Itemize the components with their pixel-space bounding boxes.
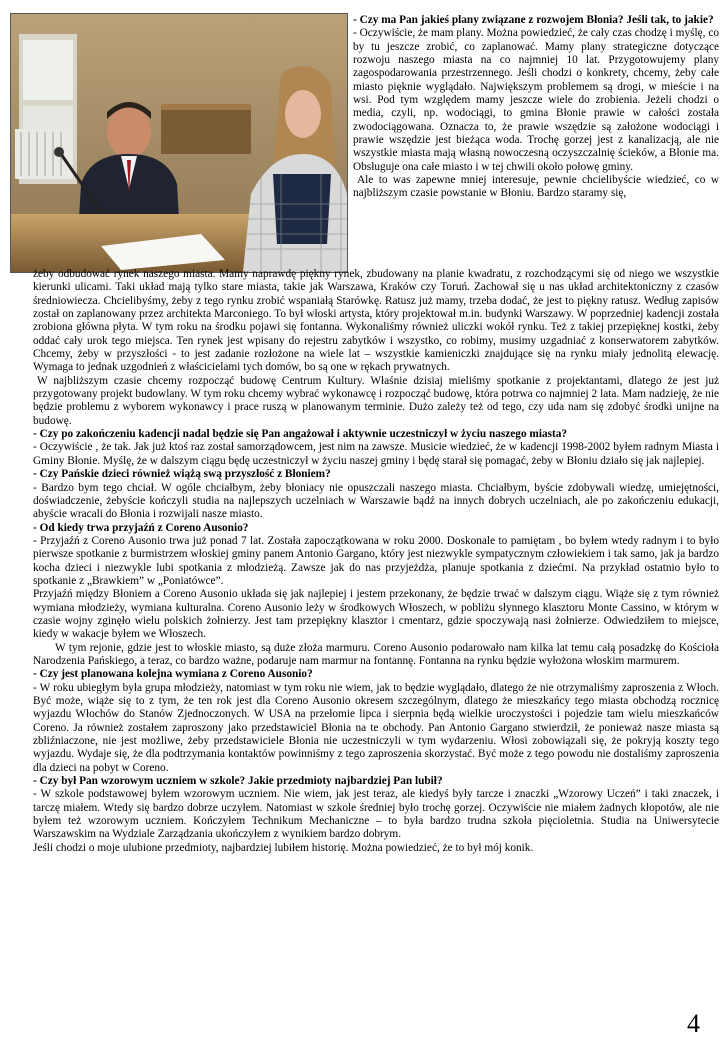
- interview-answer: - W szkole podstawowej byłem wzorowym uczniem. Nie wiem, jak jest teraz, ale kiedyś były tarcze i znaczki „Wzorowy Uczeń” i taki znaczek, i tarczę miałem. Wtedy się bardzo dobrze uczyłem. Natomiast w szkole średniej było trochę gorzej. Oczywiście nie miałem żadnych kłopotów, ale nie byłem też wzorowym uczniem. Kończyłem Technikum Mechaniczne – to była bardzo trudna szkoła pięcioletnia. Studia na Uniwersytecie Warszawskim na Wydziale Zarządzania ukończyłem z wynikiem bardzo dobrym.: [33, 788, 719, 841]
- interview-question: - Czy był Pan wzorowym uczniem w szkole? Jakie przedmioty najbardziej Pan lubił?: [33, 775, 443, 788]
- interview-answer: - Oczywiście , że tak. Jak już ktoś raz został samorządowcem, jest nim na zawsze. Musicie wiedzieć, że w kadencji 1998-2002 byłem radnym Miasta i Gminy Błonie. Myślę, że w dalszym ciągu będę uczestniczył w życiu naszej gminy i będę starał się pomagać, żeby w Błoniu działo się jak najlepiej.: [33, 441, 719, 467]
- interview-answer: - W roku ubiegłym była grupa młodzieży, natomiast w tym roku nie wiem, jak to będzie wyglądało, dlatego że nie otrzymaliśmy zaproszenia z Włoch. Być może, wiąże się to z tym, że ten rok jest dla Coreno Ausonio okresem szczególnym, dlatego że mieszkańcy tego miasta obchodzą rocznicę wyjazdu Włochów do Stanów Zjednoczonych. W USA na przełomie lipca i sierpnia będą wielkie uroczystości i pojedzie tam wielu mieszkańców Coreno. Ja również zostałem zaproszony jako przedstawiciel Błonia na te obchody. Pan Antonio Gargano stwierdził, że ponieważ nasze miasta są zbliźniaczone, nie jest możliwe, żeby przedstawiciele Błonia nie uczestniczyli w tym wydarzeniu. Włosi zobowiązali się, że pokryją koszty tego wyjazdu. Wydaje się, że dla podtrzymania kontaktów powinniśmy z tego zaproszenia skorzystać. Być może z tego powodu nie dostaliśmy zaproszenia dla dzieci na pobyt w Coreno.: [33, 681, 719, 774]
- article-body-text: [33, 268, 719, 855]
- photo-icon: [11, 14, 347, 272]
- interview-answer: W tym rejonie, gdzie jest to włoskie miasto, są duże złoża marmuru. Coreno Ausonio podarowało nam kilka lat temu całą posadzkę do Kościoła Narodzenia Pańskiego, a teraz, co bardzo ważne, podaruje nam marmur na fontannę. Fontanna na rynku będzie wyłożona włoskim marmurem.: [33, 641, 719, 667]
- interview-question: - Od kiedy trwa przyjaźń z Coreno Ausonio?: [33, 521, 249, 534]
- interview-photo: [10, 13, 348, 273]
- page-number: 4: [687, 1009, 700, 1038]
- interview-answer: - Bardzo bym tego chciał. W ogóle chciałbym, żeby błoniacy nie opuszczali naszego miasta. Chciałbym, byście zdobywali wiedzę, umiejętności, doświadczenie, żebyście kończyli studia na najlepszych uczelniach w Warszawie bądź na innych dobrych uczelniach, ale po zakończeniu edukacji, abyście wracali do Błonia i rozwijali nasze miasto.: [33, 481, 719, 521]
- interview-question: - Czy Pańskie dzieci również wiążą swą przyszłość z Błoniem?: [33, 468, 331, 481]
- interview-answer: - Przyjaźń z Coreno Ausonio trwa już ponad 7 lat. Została zapoczątkowana w roku 2000. Doskonale to pamiętam , bo byłem wtedy radnym i to było pierwsze spotkanie z burmistrzem włoskiej gminy panem Antonio Gargano, który jest niezwykle sympatycznym człowiekiem i tak samo, jak ja bardzo kocha dzieci i niezwykle lubi spotkania z młodzieżą. Zawsze jak do nas przyjeżdża, planuje spotkania z dziećmi. Na przykład ostatnio było to spotkanie z „Brawkiem” w „Poniatówce”.: [33, 534, 719, 587]
- interview-question: - Czy ma Pan jakieś plany związane z rozwojem Błonia? Jeśli tak, to jakie?: [353, 14, 714, 26]
- interview-question: - Czy po zakończeniu kadencji nadal będzie się Pan angażował i aktywnie uczestniczył w życiu naszego miasta?: [33, 428, 568, 441]
- interview-answer: Jeśli chodzi o moje ulubione przedmioty, najbardziej lubiłem historię. Można powiedzieć, że to był mój konik.: [33, 841, 534, 854]
- interview-answer: W najbliższym czasie chcemy rozpocząć budowę Centrum Kultury. Właśnie dzisiaj mieliśmy spotkanie z projektantami, dlatego że jest już przygotowany projekt budowlany. W tym roku chcemy wybrać wykonawcę i rozpocząć budowę, która potrwa co najmniej 2 lata. Mam nadzieję, że nie będzie problemu z wyborem wykonawcy i prace ruszą w planowanym terminie. Dużo zależy też od tego, czy uda nam się zdobyć środki unijne na budowę.: [33, 374, 719, 427]
- right-column-text: [353, 14, 719, 201]
- interview-answer: - Oczywiście, że mam plany. Można powiedzieć, że cały czas chodzę i myślę, co by tu jeszcze zrobić, co zaplanować. Mamy plany strategiczne dotyczące rozwoju naszego miasta na co najmniej 10 lat. Przygotowujemy plany zagospodarowania przestrzennego. Jeśli chodzi o konkrety, chcemy, żeby całe miasto pięknie wyglądało. Największym problemem są drogi, w mieście i na wsi. Pod tym względem mamy jeszcze wiele do zrobienia. Jeżeli chodzi o media, czyli, np. wodociągi, to gmina Błonie prawie w całości została zwodociągowana. Oznacza to, że prawie wszędzie są założone wodociągi i prawie wszędzie jest bieżąca woda. Trochę gorzej jest z kanalizacją, ale nie wszystkie miasta mają własną nowoczesną oczyszczalnię ścieków, a Błonie ma. Obsługuje ona całe miasto i w tej chwili około połowę gminy.: [353, 27, 719, 173]
- interview-answer: Ale to was zapewne mniej interesuje, pewnie chcielibyście wiedzieć, co w najbliższym czasie powstanie w Błoniu. Bardzo staramy się,: [353, 174, 719, 200]
- interview-answer: żeby odbudować rynek naszego miasta. Mamy naprawdę piękny rynek, zbudowany na planie kwadratu, z rozchodzącymi się od niego we wszystkie kierunki ulicami. Taki układ mają tylko stare miasta, takie jak Warszawa, Kraków czy Toruń. Zachował się u nas układ architektoniczny z czasów średniowiecza. Chcielibyśmy, żeby z tego rynku zrobić wspaniałą Starówkę. Ratusz już mamy, trzeba dodać, że jest to piękny ratusz. Według zapisów został on zaplanowany przez architekta Marconiego. To był włoski artysta, który projektował m.in. budynki Warszawy. W poprzedniej kadencji została zrobiona główna płyta. W tym roku na środku pojawi się fontanna. Wykonaliśmy również uliczki wokół rynku. Też z takiej przepięknej kostki, żeby oddać cały urok tego miejsca. Ten rynek jest wpisany do rejestru zabytków i wszystko, co robimy, musimy uzgadniać z konserwatorem zabytków. Chcemy, żeby w przyszłości - to jest zadanie rozłożone na wiele lat – wszystkie kamieniczki znajdujące się na rynku miały jednolitą elewację. Wymaga to jednak uzgodnień z właścicielami tych domów, bo są one w rękach prywatnych.: [33, 268, 719, 374]
- interview-question: - Czy jest planowana kolejna wymiana z Coreno Ausonio?: [33, 668, 313, 681]
- interview-answer: Przyjaźń między Błoniem a Coreno Ausonio układa się jak najlepiej i jestem przekonany, że będzie trwać w dalszym ciągu. Wiąże się z tym również wymiana młodzieży, wymiana kulturalna. Coreno Ausonio leży w środkowych Włoszech, w pobliżu słynnego klasztoru Monte Cassino, w którym w czasie wojny zginęło wielu polskich żołnierzy. Jest tam przepiękny klasztor i cmentarz, gdzie spoczywają nasi żołnierze. Odwiedziłem to miejsce, kiedy w wakacje byłem we Włoszech.: [33, 588, 719, 641]
